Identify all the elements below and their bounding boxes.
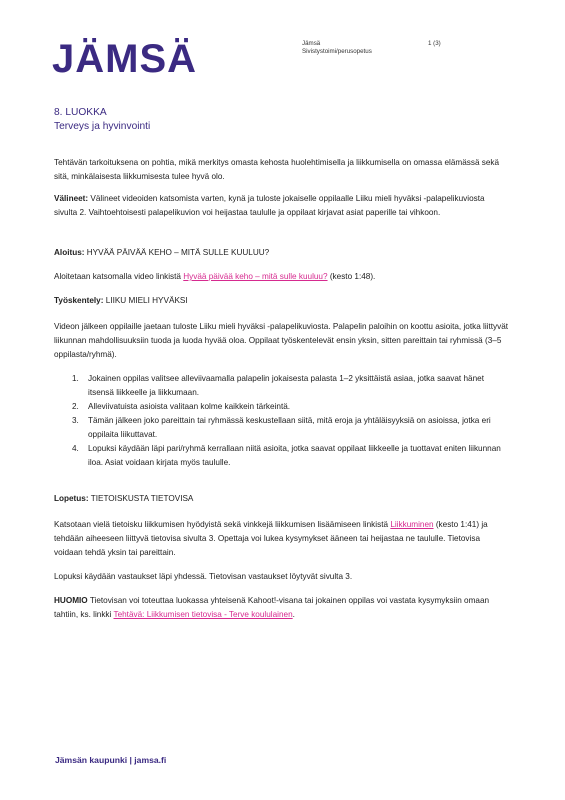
start-label: Aloitus: [54,248,85,257]
quiz-link[interactable]: Tehtävä: Liikkumisen tietovisa - Terve koululainen [113,610,293,619]
document-body [54,156,510,622]
start-paragraph [54,270,510,284]
steps-list [68,372,510,470]
end-text-after: (kesto 1:41) ja tehdään aiheeseen liittyvä tietovisa sivulta 3. Opettaja voi lukea kysymykset ääneen tai heijastaa ne taululle. Tietovisa voidaan tehdä yksin tai pareittain. [54,520,488,557]
tools-text: Välineet videoiden katsomista varten, kynä ja tuloste jokaiselle oppilaalle Liiku mieli hyväksi -palapelikuviosta sivulta 2. Vaihtoehtoisesti palapelikuvion voi heijastaa taululle ja oppilaat kirjavat asiat paperille tai vihkoon. [54,194,485,217]
end-title: TIETOISKUSTA TIETOVISA [90,494,194,503]
document-title [54,106,150,134]
end-paragraph [54,518,510,560]
page-number: 1 (3) [428,40,441,47]
logo-text: JÄMSÄ [52,37,198,76]
work-paragraph: Videon jälkeen oppilaille jaetaan tuloste Liiku mieli hyväksi -palapelikuviosta. Palapelin paloihin on koottu asioita, jotka liittyvät liikunnan mahdollisuuksiin tuoda ja luoda hyvää oloa. Oppilaat työskentelevät ensin yksin, sitten pareittain tai ryhmissä (3–5 oppilasta/ryhmä). [54,322,509,359]
tools-paragraph [54,192,510,220]
header-dept: Sivistystoimi/perusopetus [302,48,372,55]
header-org-block [302,40,372,56]
start-heading [54,246,510,260]
end-heading [54,492,510,506]
liikkuminen-link[interactable]: Liikkuminen [390,520,434,529]
list-item: 4. Lopuksi käydään läpi pari/ryhmä kerrallaan niitä asioita, jotka saavat oppilaat liikkeelle ja tuottavat eniten liikunnan iloa. Asiat voidaan kirjata myös taululle. [72,444,501,467]
start-title: HYVÄÄ PÄIVÄÄ KEHO – MITÄ SULLE KUULUU? [86,248,270,257]
work-heading [54,294,510,308]
note-text-after: . [292,610,295,619]
start-text-after: (kesto 1:48). [329,272,376,281]
work-label: Työskentely: [54,296,104,305]
header-org: Jämsä [302,40,321,47]
list-item: 3. Tämän jälkeen joko pareittain tai ryhmässä keskustellaan siitä, mitä eroja ja yhtäläisyyksiä on asioissa, jotka eri oppilaita liikuttavat. [72,416,491,439]
footer: Jämsän kaupunki | jamsa.fi [55,755,167,765]
list-item: 2. Alleviivatuista asioista valitaan kolme kaikkein tärkeintä. [72,402,291,411]
start-text-before: Aloitetaan katsomalla video linkistä [54,272,181,281]
note-label: HUOMIO [54,596,88,605]
intro-paragraph: Tehtävän tarkoituksena on pohtia, mikä merkitys omasta kehosta huolehtimisella ja liikkumisella on omassa elämässä sekä sitä, minkälaisesta liikkumisesta tulee hyvä olo. [54,158,500,181]
tools-label: Välineet: [54,194,89,203]
end-label: Lopetus: [54,494,89,503]
subject-heading: Terveys ja hyvinvointi [54,121,151,132]
grade-heading: 8. LUOKKA [54,107,107,118]
list-item: 1. Jokainen oppilas valitsee alleviivaamalla palapelin jokaisesta palasta 1–2 yksittäistä asiaa, jotka saavat hänet itsensä liikkeelle ja liikkumaan. [72,374,484,397]
end-text-before: Katsotaan vielä tietoisku liikkumisen hyödyistä sekä vinkkejä liikkumisen lisäämiseen linkistä [54,520,389,529]
note-text-before: Tietovisan voi toteuttaa luokassa yhteisenä Kahoot!-visana tai jokainen oppilas voi vastata kysymyksiin omaan tahtiin, ks. linkki [54,596,490,619]
video-link[interactable]: Hyvää päivää keho – mitä sulle kuuluu? [183,272,328,281]
note-paragraph [54,594,510,622]
answers-paragraph: Lopuksi käydään vastaukset läpi yhdessä. Tietovisan vastaukset löytyvät sivulta 3. [54,572,353,581]
jamsa-logo [52,36,212,76]
work-title: LIIKU MIELI HYVÄKSI [105,296,188,305]
